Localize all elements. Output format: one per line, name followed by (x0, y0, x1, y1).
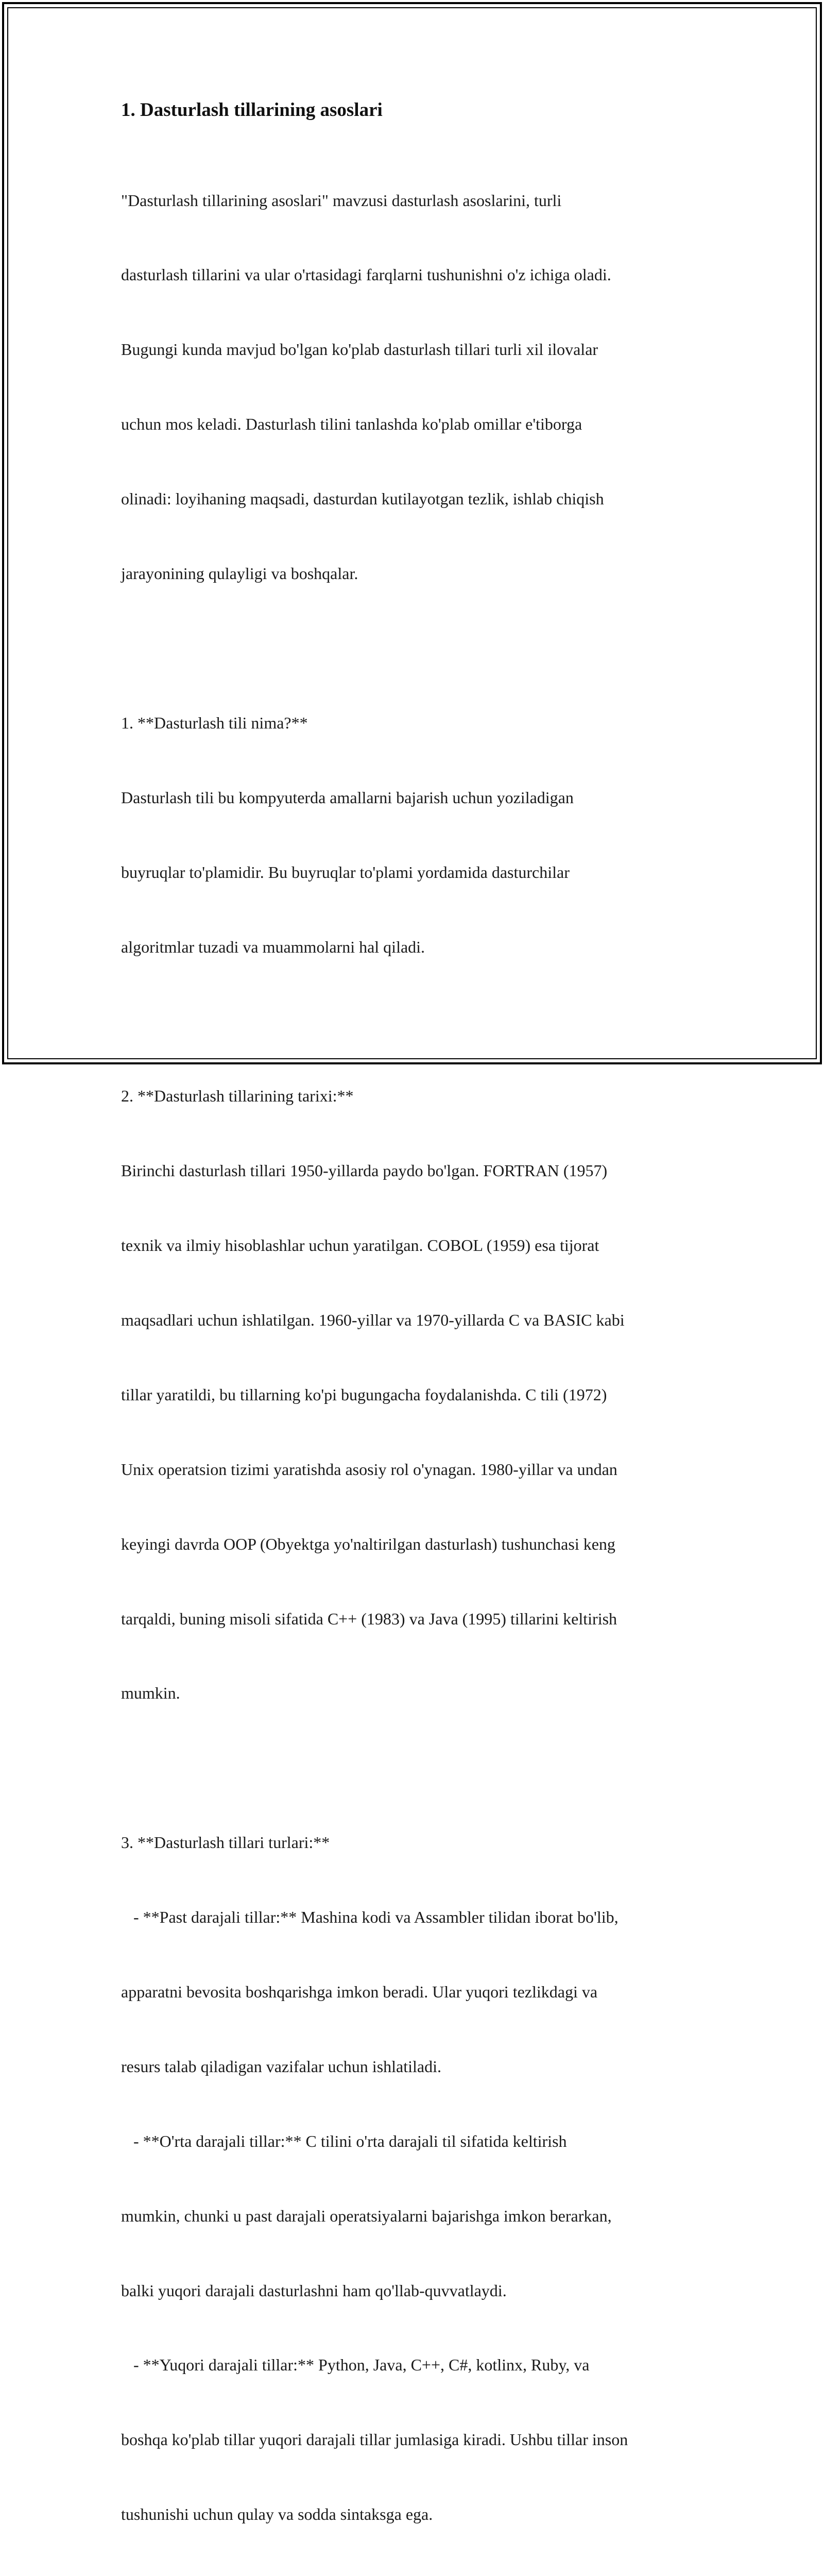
document-content (121, 96, 718, 2576)
list-item-mid-level: - **O'rta darajali tillar:** C tilini o'rta darajali til sifatida keltirish (121, 2131, 567, 2150)
text-line: keyingi davrda OOP (Obyektga yo'naltirilgan dasturlash) tushunchasi keng (121, 1534, 615, 1553)
text-line: tillar yaratildi, bu tillarning ko'pi bugungacha foydalanishda. C tili (1972) (121, 1385, 607, 1404)
section-heading-2: 2. **Dasturlash tillarining tarixi:** (121, 1087, 354, 1106)
document-heading: 1. Dasturlash tillarining asoslari (121, 99, 383, 121)
text-line: texnik va ilmiy hisoblashlar uchun yaratilgan. COBOL (1959) esa tijorat (121, 1236, 599, 1255)
blank-line (121, 1755, 718, 1780)
text-line: Unix operatsion tizimi yaratishda asosiy rol o'ynagan. 1980-yillar va undan (121, 1460, 617, 1479)
list-item-high-level: - **Yuqori darajali tillar:** Python, Java, C++, C#, kotlinx, Ruby, va (121, 2355, 590, 2375)
document-body (121, 138, 718, 2576)
text-line: algoritmlar tuzadi va muammolarni hal qiladi. (121, 937, 425, 956)
blank-line (121, 1009, 718, 1033)
text-line: Bugungi kunda mavjud bo'lgan ko'plab dasturlash tillari turli xil ilovalar (121, 340, 598, 359)
text-line: boshqa ko'plab tillar yuqori darajali tillar jumlasiga kiradi. Ushbu tillar inson (121, 2430, 628, 2449)
text-line: Dasturlash tili bu kompyuterda amallarni bajarish uchun yoziladigan (121, 788, 574, 807)
text-line: apparatni bevosita boshqarishga imkon beradi. Ular yuqori tezlikdagi va (121, 1982, 598, 2001)
text-line: olinadi: loyihaning maqsadi, dasturdan kutilayotgan tezlik, ishlab chiqish (121, 489, 604, 509)
text-line: Birinchi dasturlash tillari 1950-yillarda paydo bo'lgan. FORTRAN (1957) (121, 1161, 608, 1180)
text-line: buyruqlar to'plamidir. Bu buyruqlar to'plami yordamida dasturchilar (121, 862, 570, 882)
text-line: tushunishi uchun qulay va sodda sintaksga ega. (121, 2505, 433, 2524)
text-line: "Dasturlash tillarining asoslari" mavzusi dasturlash asoslarini, turli (121, 191, 562, 210)
text-line: mumkin, chunki u past darajali operatsiyalarni bajarishga imkon berarkan, (121, 2206, 612, 2225)
text-line: balki yuqori darajali dasturlashni ham qo'llab-quvvatlaydi. (121, 2281, 507, 2300)
blank-line (121, 636, 718, 660)
text-line: tarqaldi, buning misoli sifatida C++ (1983) va Java (1995) tillarini keltirish (121, 1609, 617, 1628)
section-heading-1: 1. **Dasturlash tili nima?** (121, 713, 308, 732)
list-item-low-level: - **Past darajali tillar:** Mashina kodi va Assambler tilidan iborat bo'lib, (121, 1908, 619, 1927)
text-line: resurs talab qiladigan vazifalar uchun ishlatiladi. (121, 2057, 441, 2076)
text-line: jarayonining qulayligi va boshqalar. (121, 564, 358, 583)
section-heading-3: 3. **Dasturlash tillari turlari:** (121, 1833, 330, 1852)
text-line: uchun mos keladi. Dasturlash tilini tanlashda ko'plab omillar e'tiborga (121, 415, 582, 434)
text-line: mumkin. (121, 1684, 180, 1703)
text-line: maqsadlari uchun ishlatilgan. 1960-yillar va 1970-yillarda C va BASIC kabi (121, 1310, 625, 1329)
text-line: dasturlash tillarini va ular o'rtasidagi farqlarni tushunishni o'z ichiga oladi. (121, 265, 611, 284)
